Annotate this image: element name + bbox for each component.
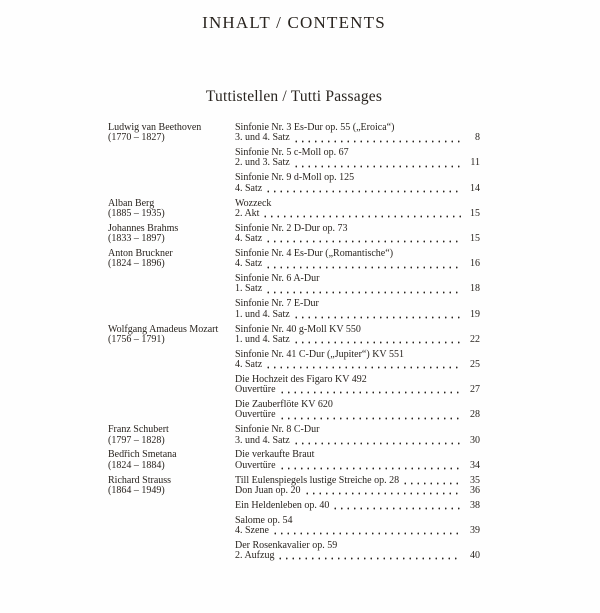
page-number: 15: [470, 233, 480, 245]
composer: [108, 249, 235, 270]
toc-entry: [235, 541, 480, 562]
dot-leader: [304, 487, 461, 495]
work-detail: 1. und 4. Satz: [235, 333, 290, 345]
page-number: 30: [470, 434, 480, 446]
page: [108, 13, 480, 566]
entry-list: [235, 325, 480, 426]
toc-entry: [235, 425, 480, 446]
dot-leader: [293, 160, 461, 168]
page-number: 19: [470, 308, 480, 320]
page-number: 34: [470, 459, 480, 471]
work-title: Ein Heldenleben op. 40: [235, 499, 330, 511]
work-detail: 4. Satz: [235, 358, 263, 370]
page-number: 8: [475, 132, 480, 144]
composer: [108, 450, 235, 471]
toc-section: [108, 425, 480, 450]
composer-years: (1770 – 1827): [108, 132, 165, 144]
toc-entry: [235, 199, 480, 220]
toc-entry: [235, 224, 480, 245]
composer-name: Anton Bruckner: [108, 247, 173, 259]
toc-entry: [235, 249, 480, 270]
composer: [108, 123, 235, 144]
work-detail-row: [235, 209, 480, 219]
page-number: 36: [470, 484, 480, 496]
work-detail-row: [235, 385, 480, 395]
dot-leader: [293, 336, 461, 344]
composer: [108, 425, 235, 446]
page-number: 11: [470, 157, 480, 169]
dot-leader: [265, 361, 461, 369]
composer-name: Richard Strauss: [108, 474, 172, 486]
entry-list: [235, 123, 480, 199]
toc-entry: [235, 450, 480, 471]
toc-entry: [235, 299, 480, 320]
work-detail: 1. und 4. Satz: [235, 308, 290, 320]
page-number: 40: [470, 550, 480, 562]
page-number: 15: [470, 207, 480, 219]
composer-years: (1864 – 1949): [108, 484, 165, 496]
toc-section: [108, 249, 480, 325]
work-title: Die verkaufte Braut: [235, 449, 315, 461]
dot-leader: [265, 286, 461, 294]
work-detail: 3. und 4. Satz: [235, 132, 290, 144]
work-title: Wozzeck: [235, 197, 272, 209]
work-title: Die Zauberflöte KV 620: [235, 399, 333, 411]
composer-name: Bedřich Smetana: [108, 449, 177, 461]
work-title: Sinfonie Nr. 8 C-Dur: [235, 424, 320, 436]
composer-name: Franz Schubert: [108, 424, 169, 436]
page-number: 25: [470, 358, 480, 370]
work-detail-row: [235, 410, 480, 420]
toc-entry: [235, 501, 480, 511]
toc-section: [108, 199, 480, 224]
page-number: 35: [470, 474, 480, 486]
work-detail-row: [235, 310, 480, 320]
toc-entry: [235, 148, 480, 169]
page-number: 14: [470, 182, 480, 194]
toc-section: [108, 224, 480, 249]
dot-leader: [402, 477, 461, 485]
dot-leader: [265, 235, 461, 243]
work-title: Der Rosenkavalier op. 59: [235, 539, 338, 551]
toc-entry: [235, 400, 480, 421]
work-detail-row: [235, 436, 480, 446]
dot-leader: [265, 261, 461, 269]
work-title: Sinfonie Nr. 2 D-Dur op. 73: [235, 222, 348, 234]
work-detail-row: [235, 486, 480, 496]
page-number: 39: [470, 525, 480, 536]
work-detail: 2. und 3. Satz: [235, 157, 290, 169]
work-detail-row: [235, 551, 480, 561]
work-detail: Ouvertüre: [235, 384, 276, 396]
work-title: Sinfonie Nr. 6 A-Dur: [235, 273, 320, 285]
work-detail: Ouvertüre: [235, 459, 276, 471]
work-title: Till Eulenspiegels lustige Streiche op. 28: [235, 474, 400, 486]
dot-leader: [272, 527, 461, 535]
work-detail: 4. Satz: [235, 233, 263, 245]
entry-list: [235, 199, 480, 224]
page-number: 18: [470, 283, 480, 295]
composer-years: (1824 – 1884): [108, 459, 165, 471]
toc-entry: [235, 350, 480, 371]
work-detail-row: [235, 335, 480, 345]
work-title: Sinfonie Nr. 7 E-Dur: [235, 298, 319, 310]
page-number: 16: [470, 258, 480, 270]
work-title: Sinfonie Nr. 3 Es-Dur op. 55 („Eroica“): [235, 122, 395, 133]
work-detail-row: [235, 284, 480, 294]
work-detail-row: [235, 234, 480, 244]
page-number: 22: [470, 333, 480, 345]
composer-years: (1797 – 1828): [108, 434, 165, 446]
work-title: Don Juan op. 20: [235, 484, 301, 496]
entry-list: [235, 450, 480, 475]
work-detail-row: [235, 259, 480, 269]
toc-entry: [235, 325, 480, 346]
work-detail: Ouvertüre: [235, 409, 276, 421]
dot-leader: [279, 386, 461, 394]
dot-leader: [293, 311, 461, 319]
entry-list: [235, 224, 480, 249]
work-title: Sinfonie Nr. 9 d-Moll op. 125: [235, 172, 355, 184]
work-detail: 4. Satz: [235, 182, 263, 194]
work-detail-row: [235, 158, 480, 168]
work-detail: 4. Szene: [235, 525, 269, 536]
toc-entry: [235, 486, 480, 496]
work-detail-row: [235, 133, 480, 143]
work-title: Die Hochzeit des Figaro KV 492: [235, 373, 367, 385]
dot-leader: [293, 437, 461, 445]
composer-years: (1885 – 1935): [108, 207, 165, 219]
work-detail-row: [235, 526, 480, 536]
toc-entry: [235, 123, 480, 144]
composer: [108, 476, 235, 497]
dot-leader: [279, 412, 461, 420]
toc-entry: [235, 274, 480, 295]
work-title: Sinfonie Nr. 4 Es-Dur („Romantische“): [235, 247, 394, 259]
work-title: Sinfonie Nr. 40 g-Moll KV 550: [235, 323, 361, 335]
work-title: Sinfonie Nr. 41 C-Dur („Jupiter“) KV 551: [235, 348, 404, 360]
dot-leader: [279, 462, 461, 470]
toc-section: [108, 476, 480, 566]
toc-entry: [235, 375, 480, 396]
work-detail: 3. und 4. Satz: [235, 434, 290, 446]
entry-list: [235, 249, 480, 325]
toc: [108, 123, 480, 566]
page-subtitle: Tuttistellen / Tutti Passages: [205, 88, 383, 105]
entry-list: [235, 425, 480, 450]
composer-years: (1824 – 1896): [108, 258, 165, 270]
composer: [108, 199, 235, 220]
page-number: 38: [470, 499, 480, 511]
toc-section: [108, 123, 480, 199]
composer-name: Alban Berg: [108, 197, 155, 209]
work-detail-row: [235, 184, 480, 194]
work-detail: 4. Satz: [235, 258, 263, 270]
composer-years: (1756 – 1791): [108, 333, 165, 345]
composer-name: Wolfgang Amadeus Mozart: [108, 323, 219, 335]
page-number: 28: [470, 409, 480, 421]
dot-leader: [293, 135, 461, 143]
dot-leader: [265, 185, 461, 193]
dot-leader: [262, 210, 461, 218]
entry-list: [235, 476, 480, 566]
dot-leader: [277, 552, 461, 560]
work-detail-row: [235, 501, 480, 511]
work-detail-row: [235, 461, 480, 471]
page-number: 27: [470, 384, 480, 396]
composer: [108, 224, 235, 245]
work-detail: 2. Aufzug: [235, 550, 275, 562]
work-detail: 1. Satz: [235, 283, 263, 295]
toc-entry: [235, 173, 480, 194]
work-title: Salome op. 54: [235, 514, 293, 526]
toc-section: [108, 450, 480, 475]
toc-entry: [235, 516, 480, 537]
composer-years: (1833 – 1897): [108, 233, 165, 245]
composer: [108, 325, 235, 346]
work-title: Sinfonie Nr. 5 c-Moll op. 67: [235, 147, 349, 159]
work-detail: 2. Akt: [235, 207, 260, 219]
page-title: INHALT / CONTENTS: [202, 13, 386, 32]
toc-section: [108, 325, 480, 426]
composer-name: Ludwig van Beethoven: [108, 122, 202, 133]
composer-name: Johannes Brahms: [108, 222, 179, 234]
work-detail-row: [235, 360, 480, 370]
dot-leader: [332, 502, 461, 510]
